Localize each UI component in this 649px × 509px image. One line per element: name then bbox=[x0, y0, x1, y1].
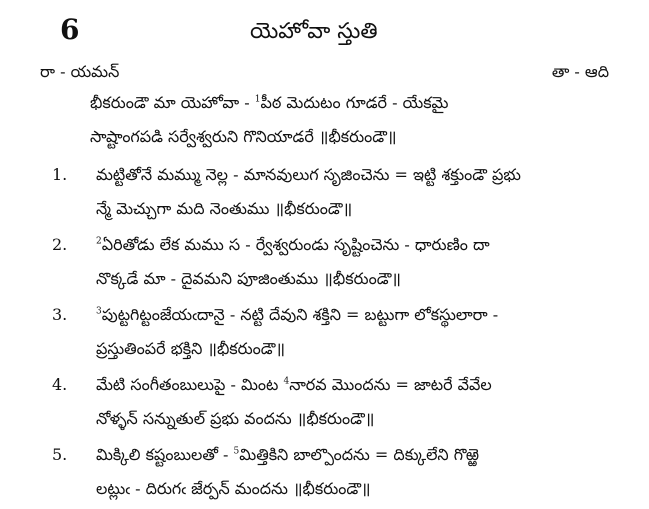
tala-label: తా - ఆది bbox=[551, 62, 609, 81]
verse-4-line-2: నోళ్ళన్ సన్నుతుల్ ప్రభు వందను ॥భీకరుండౌ॥ bbox=[96, 409, 375, 428]
verse-2-line-1 bbox=[96, 232, 490, 258]
verse-3-line-1 bbox=[96, 302, 498, 328]
verse-3-line-1-text-b: పుట్టగిట్టంజేయఁదానై - నట్టి దేవుని శక్తిని = బట్టుగా లోకస్థులారా - bbox=[101, 305, 499, 324]
footnote-marker: 5 bbox=[233, 446, 240, 457]
verse-5-line-1-text-b: మిత్తికిని బాల్పొందను = దిక్కులేని గొఱ్ఱె bbox=[239, 445, 480, 464]
pallavi-line-1 bbox=[90, 90, 448, 116]
verse-5-line-2: లట్లుఁ - దిరుగఁ జేర్పన్ మందను ॥భీకరుండౌ॥ bbox=[96, 479, 371, 498]
pallavi-line-1-text-b: పీఠ మెదుటం గూడరే - యేకమై bbox=[260, 93, 449, 112]
verse-5-line-1-text-a: మిక్కిలి కష్టంబులతో - bbox=[96, 445, 234, 464]
pallavi-line-1-text-a: భీకరుండౌ మా యెహోవా - bbox=[90, 93, 255, 112]
verse-1-line-1 bbox=[96, 162, 521, 188]
song-number: 6 bbox=[60, 13, 80, 46]
footnote-marker: 3 bbox=[96, 306, 102, 317]
verse-4-line-1-text-b: నారవ మొందను = జాటరే వేవేల bbox=[289, 375, 492, 394]
verse-number: 2. bbox=[52, 235, 68, 254]
verse-2-line-1-text-b: ఏరితోడు లేక మము స - ర్వేశ్వరుండు సృష్టించెను - ధారుణిం దా bbox=[101, 235, 490, 254]
pallavi-line-2: సాష్టాంగపడి సర్వేశ్వరుని గొనియాడరే ॥భీకరుండౌ॥ bbox=[90, 127, 397, 146]
raga-label: రా - యమన్ bbox=[40, 62, 120, 81]
verse-1-line-1-text-a: మట్టితోనే మమ్ము నెల్ల - మానవులుగ సృజించెను = ఇట్టి శక్తుండౌ ప్రభు bbox=[96, 165, 521, 184]
song-title: యెహోవా స్తుతి bbox=[250, 19, 378, 44]
verse-number: 4. bbox=[52, 375, 68, 394]
verse-2-line-2: నొక్కడే మా - దైవమని పూజింతుము ॥భీకరుండౌ॥ bbox=[96, 269, 401, 288]
verse-1-line-2: న్మే మెచ్చుగా మది నెంతుము ॥భీకరుండౌ॥ bbox=[96, 199, 353, 218]
verse-3-line-2: ప్రస్తుతింపరే భక్తిని ॥భీకరుండౌ॥ bbox=[96, 339, 286, 358]
footnote-marker: 4 bbox=[283, 376, 290, 387]
verse-4-line-1 bbox=[96, 372, 492, 398]
footnote-marker: 1 bbox=[254, 94, 261, 105]
verse-number: 5. bbox=[52, 445, 68, 464]
verse-number: 3. bbox=[52, 305, 68, 324]
verse-4-line-1-text-a: మేటి సంగీతంబులుపై - మింట bbox=[96, 375, 284, 394]
footnote-marker: 2 bbox=[96, 236, 102, 247]
verse-5-line-1 bbox=[96, 442, 479, 468]
verse-number: 1. bbox=[52, 165, 68, 184]
